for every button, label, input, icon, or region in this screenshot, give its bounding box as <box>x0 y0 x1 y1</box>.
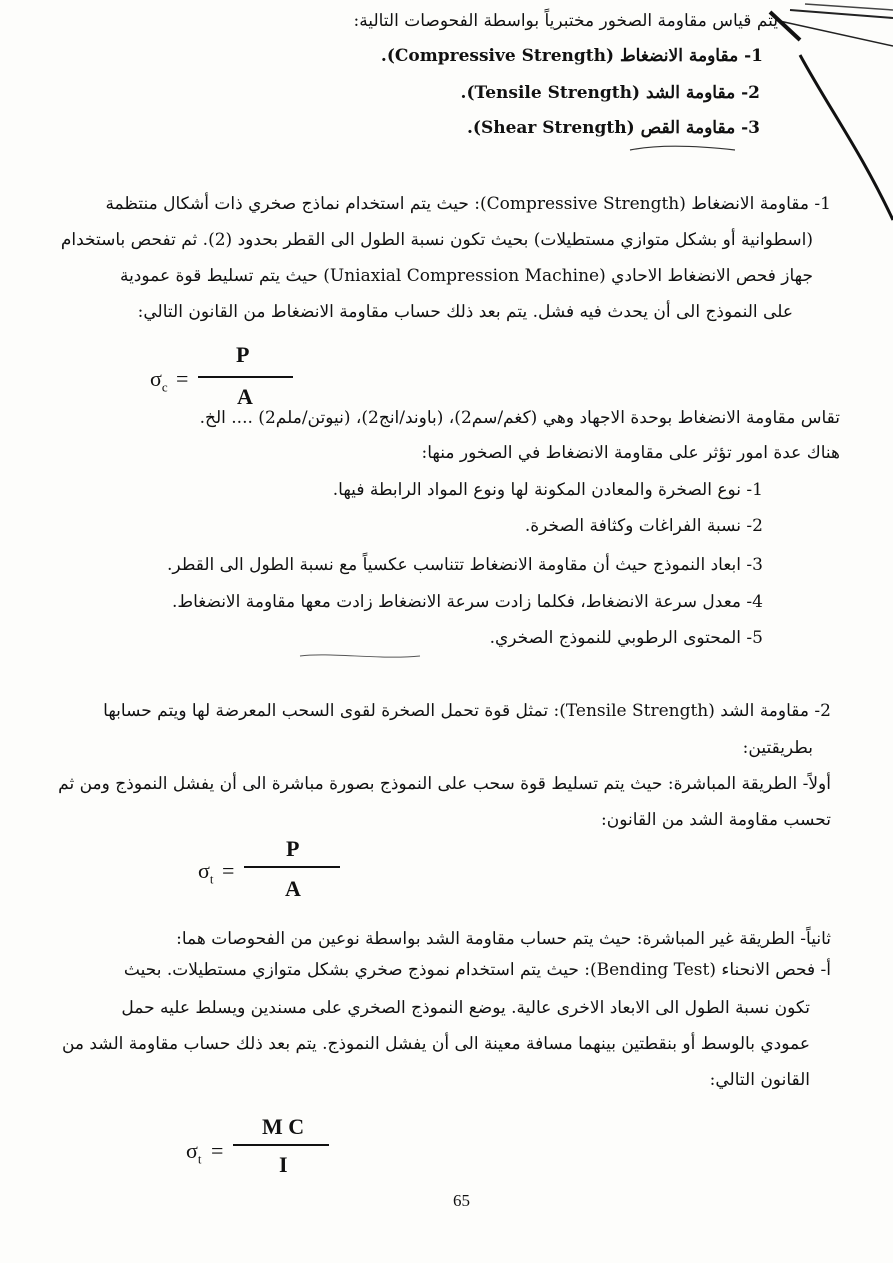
bending-test-line-1: أ- فحص الانحناء (Bending Test): حيث يتم استخدام نموذج صخري بشكل متوازي مستطيلات. بحيث <box>123 960 831 980</box>
formula1-symbol: $\sigma_c$ <box>150 366 168 395</box>
formula3-equals: = <box>211 1138 224 1163</box>
factor-3: 3- ابعاد النموذج حيث أن مقاومة الانضغاط تتناسب عكسياً مع نسبة الطول الى القطر. <box>167 555 763 575</box>
section1-factors-heading: هناك عدة امور تؤثر على مقاومة الانضغاط في الصخور منها: <box>421 443 840 463</box>
bending-test-line-3: عمودي بالوسط أو بنقطتين بينهما مسافة معينة الى أن يفشل النموذج. يتم بعد ذلك حساب مقاومة الشد من <box>61 1034 810 1054</box>
direct-method-line-2: تحسب مقاومة الشد من القانون: <box>601 810 831 830</box>
formula2-symbol: $\sigma_t$ <box>198 858 214 887</box>
factor-1: 1- نوع الصخرة والمعادن المكونة لها ونوع المواد الرابطة فيها. <box>332 480 763 500</box>
section2-line-2: بطريقتين: <box>742 738 813 758</box>
intro-item-1: 1- مقاومة الانضغاط (Compressive Strength). <box>380 46 763 66</box>
bending-test-line-2: تكون نسبة الطول الى الابعاد الاخرى عالية. يوضع النموذج الصخري على مسندين ويسلط عليه حمل <box>121 998 810 1018</box>
indirect-method-heading: ثانياً- الطريقة غير المباشرة: حيث يتم حساب مقاومة الشد بواسطة نوعين من الفحوصات هما: <box>176 929 831 949</box>
section2-line-1: 2- مقاومة الشد (Tensile Strength): تمثل قوة تحمل الصخرة لقوى السحب المعرضة لها ويتم حسابها <box>103 701 831 721</box>
section1-line-1: 1- مقاومة الانضغاط (Compressive Strength): حيث يتم استخدام نماذج صخري ذات أشكال منتظمة <box>105 194 831 214</box>
section1-units: تقاس مقاومة الانضغاط بوحدة الاجهاد وهي (كغم/سم2)، (باوند/انج2)، (نيوتن/ملم2) .... الخ. <box>199 408 840 428</box>
formula3-numerator: M C <box>262 1114 305 1139</box>
formula1-numerator: P <box>236 342 250 367</box>
page-number: 65 <box>453 1191 470 1210</box>
intro-heading: يتم قياس مقاومة الصخور مختبرياً بواسطة الفحوصات التالية: <box>353 11 778 31</box>
formula1-denominator: A <box>237 384 253 409</box>
section1-line-3: جهاز فحص الانضغاط الاحادي (Uniaxial Compression Machine) حيث يتم تسليط قوة عمودية <box>119 266 813 286</box>
formula1-equals: = <box>176 366 189 391</box>
factor-2: 2- نسبة الفراغات وكثافة الصخرة. <box>524 516 763 536</box>
formula2-fraction-bar <box>244 866 340 868</box>
formula2-numerator: P <box>286 836 300 861</box>
section1-line-4: على النموذج الى أن يحدث فيه فشل. يتم بعد ذلك حساب مقاومة الانضغاط من القانون التالي: <box>137 302 793 322</box>
formula2-equals: = <box>222 858 235 883</box>
formula2-denominator: A <box>285 876 301 901</box>
formula3-denominator: I <box>279 1152 288 1177</box>
factor-4: 4- معدل سرعة الانضغاط، فكلما زادت سرعة الانضغاط زادت معها مقاومة الانضغاط. <box>171 592 763 612</box>
formula3-symbol: $\sigma_t$ <box>186 1138 202 1167</box>
intro-item-2: 2- مقاومة الشد (Tensile Strength). <box>460 83 760 103</box>
bending-test-line-4: القانون التالي: <box>709 1070 810 1090</box>
formula1-fraction-bar <box>198 376 293 378</box>
formula3-fraction-bar <box>233 1144 329 1146</box>
section1-line-2: (اسطوانية أو بشكل متوازي مستطيلات) بحيث تكون نسبة الطول الى القطر بحدود (2). ثم تفحص باستخدام <box>60 230 813 250</box>
intro-item-3: 3- مقاومة القص (Shear Strength). <box>466 118 760 138</box>
factor-5: 5- المحتوى الرطوبي للنموذج الصخري. <box>489 628 763 648</box>
direct-method-line-1: أولاً- الطريقة المباشرة: حيث يتم تسليط قوة سحب على النموذج بصورة مباشرة الى أن يفشل النموذج ومن ثم <box>58 774 831 794</box>
